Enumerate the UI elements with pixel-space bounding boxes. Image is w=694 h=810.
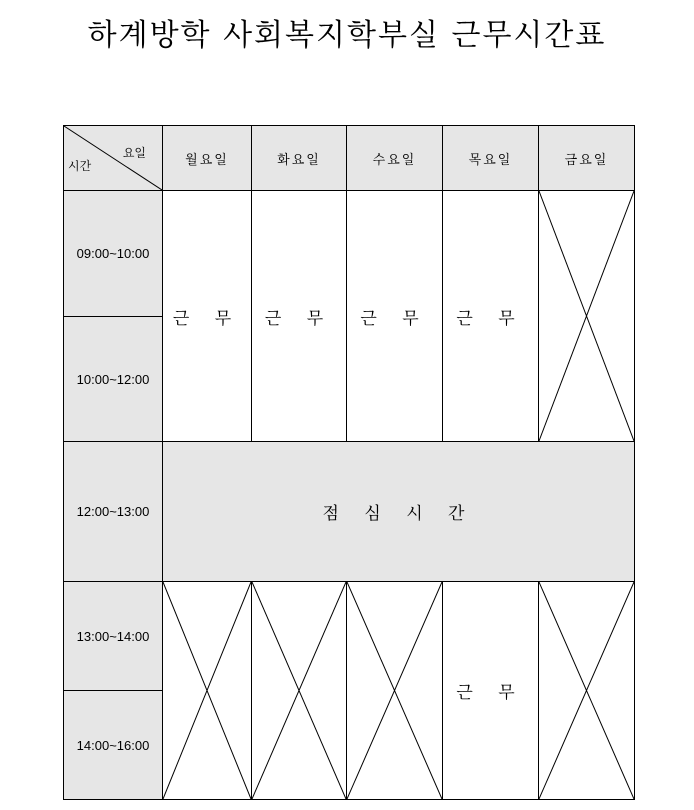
time-slot-1000: 10:00~12:00: [63, 316, 163, 442]
header-thursday: 목요일: [442, 125, 539, 191]
work-monday-morning: 근 무: [162, 190, 252, 442]
time-slot-1400: 14:00~16:00: [63, 690, 163, 800]
cross-mark: [539, 582, 634, 799]
corner-time-label: 시간: [68, 159, 92, 173]
time-slot-0900: 09:00~10:00: [63, 190, 163, 317]
work-wednesday-morning: 근 무: [346, 190, 443, 442]
work-thursday-afternoon: 근 무: [442, 581, 539, 800]
page-title: 하계방학 사회복지학부실 근무시간표: [87, 18, 607, 53]
cross-mark: [163, 582, 251, 799]
time-slot-1200: 12:00~13:00: [63, 441, 163, 582]
work-tuesday-morning: 근 무: [251, 190, 347, 442]
header-wednesday: 수요일: [346, 125, 443, 191]
time-slot-1300: 13:00~14:00: [63, 581, 163, 691]
off-monday-afternoon: [162, 581, 252, 800]
header-monday: 월요일: [162, 125, 252, 191]
corner-day-label: 요일: [122, 146, 146, 160]
cross-mark: [539, 191, 634, 441]
header-friday: 금요일: [538, 125, 635, 191]
off-friday-afternoon: [538, 581, 635, 800]
work-thursday-morning: 근 무: [442, 190, 539, 442]
schedule-table: [63, 125, 635, 800]
lunch-break: 점 심 시 간: [162, 441, 635, 582]
off-tuesday-afternoon: [251, 581, 347, 800]
cross-mark: [252, 582, 346, 799]
cross-mark: [347, 582, 442, 799]
corner-cell: [63, 125, 163, 191]
off-friday-morning: [538, 190, 635, 442]
header-tuesday: 화요일: [251, 125, 347, 191]
off-wednesday-afternoon: [346, 581, 443, 800]
